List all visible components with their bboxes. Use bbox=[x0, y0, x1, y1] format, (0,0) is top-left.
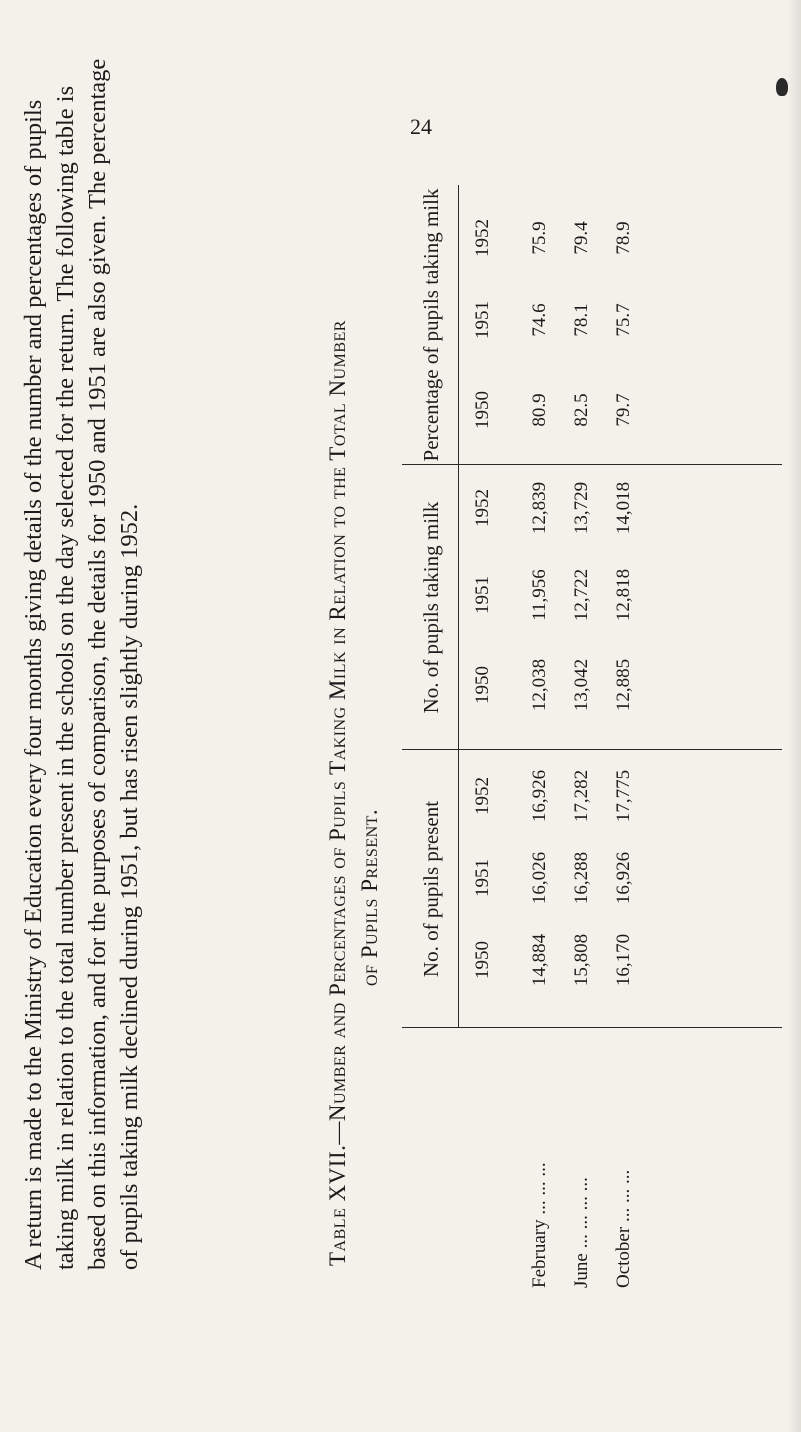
row-month-label bbox=[604, 1038, 644, 1288]
table-cell: 11,956 bbox=[529, 569, 550, 621]
row-month-label bbox=[520, 1038, 560, 1288]
table-cell: 15,808 bbox=[571, 933, 592, 987]
dot-leader: ... ... ... bbox=[613, 1169, 634, 1223]
table-cell: 75.7 bbox=[613, 303, 634, 337]
table-cell: 12,038 bbox=[529, 658, 550, 712]
month-name: October bbox=[613, 1226, 634, 1288]
intro-line: A return is made to the Ministry of Education every four months giving details of the number and percentages of pupils bbox=[20, 99, 47, 1270]
table-cell: 16,926 bbox=[613, 851, 634, 905]
table-cell: 17,282 bbox=[571, 769, 592, 823]
group-header-taking: No. of pupils taking milk bbox=[419, 501, 443, 714]
intro-line: taking milk in relation to the total number present in the schools on the day selected for the return. The following table is bbox=[52, 85, 79, 1270]
dot-leader: ... ... ... ... bbox=[571, 1177, 592, 1249]
table-cell: 12,839 bbox=[529, 481, 550, 535]
table-cell: 16,926 bbox=[529, 769, 550, 823]
intro-line: based on this information, and for the purposes of comparison, the details for 1950 and 1951 are also given. The percentage bbox=[84, 58, 111, 1270]
year-header: 1952 bbox=[472, 777, 493, 815]
year-header: 1950 bbox=[472, 941, 493, 979]
table-title-line-1: Table XVII.—Number and Percentages of Pupils Taking Milk in Relation to the Total Number bbox=[325, 320, 350, 1266]
year-header: 1951 bbox=[472, 301, 493, 339]
column-rule bbox=[402, 1027, 782, 1028]
table-cell: 16,026 bbox=[529, 851, 550, 905]
table-cell: 79.7 bbox=[613, 393, 634, 427]
table-cell: 75.9 bbox=[529, 221, 550, 255]
table-cell: 78.9 bbox=[613, 221, 634, 255]
table-cell: 12,818 bbox=[613, 568, 634, 622]
year-header: 1952 bbox=[472, 219, 493, 257]
year-header: 1951 bbox=[472, 576, 493, 614]
year-header: 1951 bbox=[472, 859, 493, 897]
header-rule bbox=[458, 185, 459, 1028]
intro-paragraph bbox=[18, 58, 146, 1270]
table-cell: 78.1 bbox=[571, 303, 592, 337]
table-cell: 82.5 bbox=[571, 393, 592, 427]
table-cell: 79.4 bbox=[571, 221, 592, 255]
table-cell: 16,170 bbox=[613, 933, 634, 987]
table-cell: 14,884 bbox=[529, 933, 550, 987]
table-cell: 16,288 bbox=[571, 851, 592, 905]
table-cell: 13,729 bbox=[571, 481, 592, 535]
table-title-line-2: of Pupils Present. bbox=[357, 808, 382, 986]
year-header: 1950 bbox=[472, 391, 493, 429]
table-cell: 74.6 bbox=[529, 303, 550, 337]
table-cell: 80.9 bbox=[529, 393, 550, 427]
group-header-percentage: Percentage of pupils taking milk bbox=[419, 188, 443, 462]
table-cell: 13,042 bbox=[571, 658, 592, 712]
rotated-page-content bbox=[0, 30, 800, 1310]
year-header: 1952 bbox=[472, 489, 493, 527]
table-cell: 14,018 bbox=[613, 481, 634, 535]
year-header: 1950 bbox=[472, 666, 493, 704]
table-cell: 17,775 bbox=[613, 769, 634, 823]
table-title bbox=[322, 320, 386, 1266]
row-month-label bbox=[562, 1038, 602, 1288]
month-name: June bbox=[571, 1253, 592, 1288]
table-cell: 12,885 bbox=[613, 658, 634, 712]
pupils-milk-table bbox=[402, 185, 782, 1310]
table-cell: 12,722 bbox=[571, 568, 592, 622]
group-header-present: No. of pupils present bbox=[419, 800, 443, 978]
dot-leader: ... ... ... bbox=[529, 1162, 550, 1215]
intro-line: of pupils taking milk declined during 1951, but has risen slightly during 1952. bbox=[116, 503, 143, 1270]
page-number: 24 bbox=[410, 114, 432, 139]
month-name: February bbox=[529, 1219, 550, 1288]
